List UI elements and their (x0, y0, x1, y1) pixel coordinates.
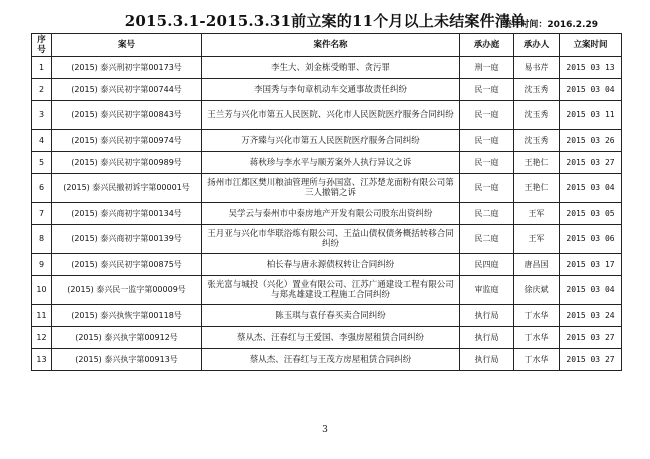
table-row (32, 79, 622, 101)
row-date: 2015 03 27 (560, 349, 622, 371)
row-court: 审监庭 (460, 276, 514, 305)
case-table (31, 33, 622, 371)
row-judge: 王艳仁 (514, 174, 560, 203)
row-judge: 王军 (514, 203, 560, 225)
row-case-name: 王月亚与兴化市华联浴炼有限公司、王益山债权债务概括转移合同纠纷 (202, 225, 460, 254)
row-case-no: (2015) 泰兴商初字第00134号 (52, 203, 202, 225)
row-case-no: (2015) 泰兴商初字第00139号 (52, 225, 202, 254)
row-seq: 7 (32, 203, 52, 225)
row-seq: 6 (32, 174, 52, 203)
row-judge: 王军 (514, 225, 560, 254)
row-seq: 4 (32, 130, 52, 152)
table-row (32, 276, 622, 305)
row-court: 民一庭 (460, 130, 514, 152)
table-row (32, 203, 622, 225)
row-judge: 沈玉秀 (514, 101, 560, 130)
row-court: 执行局 (460, 305, 514, 327)
row-case-no: (2015) 泰兴民撤初诉字第00001号 (52, 174, 202, 203)
row-date: 2015 03 04 (560, 276, 622, 305)
table-row (32, 349, 622, 371)
row-case-name: 吴学云与泰州市中泰房地产开发有限公司股东出资纠纷 (202, 203, 460, 225)
row-seq: 2 (32, 79, 52, 101)
row-case-no: (2015) 泰兴民初字第00875号 (52, 254, 202, 276)
table-row (32, 254, 622, 276)
table-row (32, 305, 622, 327)
row-date: 2015 03 04 (560, 79, 622, 101)
table-row (32, 327, 622, 349)
row-judge: 丁水华 (514, 327, 560, 349)
row-date: 2015 03 11 (560, 101, 622, 130)
row-date: 2015 03 13 (560, 57, 622, 79)
table-row (32, 174, 622, 203)
header-court: 承办庭 (460, 34, 514, 57)
row-case-name: 万齐臻与兴化市第五人民医院医疗服务合同纠纷 (202, 130, 460, 152)
row-court: 民四庭 (460, 254, 514, 276)
row-date: 2015 03 17 (560, 254, 622, 276)
row-court: 民一庭 (460, 152, 514, 174)
row-court: 执行局 (460, 327, 514, 349)
row-case-no: (2015) 泰兴执恢字第00118号 (52, 305, 202, 327)
row-case-no: (2015) 泰兴执字第00912号 (52, 327, 202, 349)
header-judge: 承办人 (514, 34, 560, 57)
row-date: 2015 03 26 (560, 130, 622, 152)
row-seq: 13 (32, 349, 52, 371)
row-date: 2015 03 06 (560, 225, 622, 254)
row-seq: 10 (32, 276, 52, 305)
row-court: 民一庭 (460, 174, 514, 203)
row-judge: 丁水华 (514, 349, 560, 371)
table-row (32, 101, 622, 130)
row-date: 2015 03 04 (560, 174, 622, 203)
table-row (32, 130, 622, 152)
header-case-no: 案号 (52, 34, 202, 57)
row-judge: 唐昌国 (514, 254, 560, 276)
row-case-no: (2015) 泰兴民初字第00843号 (52, 101, 202, 130)
row-case-name: 李国秀与李旬章机动车交通事故责任纠纷 (202, 79, 460, 101)
document-title: 2015.3.1-2015.3.31前立案的11个月以上未结案件清单 (124, 12, 526, 30)
row-date: 2015 03 27 (560, 327, 622, 349)
row-seq: 9 (32, 254, 52, 276)
row-case-name: 柏长春与唐永源债权转让合同纠纷 (202, 254, 460, 276)
row-judge: 丁水华 (514, 305, 560, 327)
header-case-name: 案件名称 (202, 34, 460, 57)
row-case-name: 王兰芳与兴化市第五人民医院、兴化市人民医院医疗服务合同纠纷 (202, 101, 460, 130)
header-row (32, 34, 622, 57)
row-case-no: (2015) 泰兴执字第00913号 (52, 349, 202, 371)
row-case-name: 张光富与城投（兴化）置业有限公司、江苏广通建设工程有限公司与郑兆雄建设工程施工合同纠纷 (202, 276, 460, 305)
table-row (32, 152, 622, 174)
row-case-name: 李生大、刘金栋受贿罪、贪污罪 (202, 57, 460, 79)
row-case-no: (2015) 泰兴民一监字第00009号 (52, 276, 202, 305)
row-seq: 12 (32, 327, 52, 349)
row-judge: 沈玉秀 (514, 79, 560, 101)
row-seq: 1 (32, 57, 52, 79)
row-case-no: (2015) 泰兴民初字第00974号 (52, 130, 202, 152)
row-court: 民一庭 (460, 101, 514, 130)
row-judge: 王艳仁 (514, 152, 560, 174)
row-case-no: (2015) 泰兴刑初字第00173号 (52, 57, 202, 79)
row-court: 民二庭 (460, 225, 514, 254)
row-judge: 沈玉秀 (514, 130, 560, 152)
row-court: 刑一庭 (460, 57, 514, 79)
row-judge: 徐庆斌 (514, 276, 560, 305)
row-date: 2015 03 05 (560, 203, 622, 225)
row-judge: 易书芹 (514, 57, 560, 79)
row-case-name: 蔡从杰、汪春红与王茂方房屋租赁合同纠纷 (202, 349, 460, 371)
row-date: 2015 03 27 (560, 152, 622, 174)
row-seq: 11 (32, 305, 52, 327)
header-seq: 序号 (32, 34, 52, 57)
row-seq: 5 (32, 152, 52, 174)
statistics-time: 统计时间：2016.2.29 (502, 20, 598, 30)
row-court: 民一庭 (460, 79, 514, 101)
page-number: 3 (322, 425, 328, 435)
row-case-no: (2015) 泰兴民初字第00989号 (52, 152, 202, 174)
row-seq: 3 (32, 101, 52, 130)
row-court: 民二庭 (460, 203, 514, 225)
row-date: 2015 03 24 (560, 305, 622, 327)
table-row (32, 225, 622, 254)
row-seq: 8 (32, 225, 52, 254)
row-case-name: 陈玉琪与袁仔春买卖合同纠纷 (202, 305, 460, 327)
row-case-no: (2015) 泰兴民初字第00744号 (52, 79, 202, 101)
row-court: 执行局 (460, 349, 514, 371)
row-case-name: 扬州市江都区樊川粮油管理所与孙国富、江苏楚龙面粉有限公司第三人撤销之诉 (202, 174, 460, 203)
row-case-name: 蔡从杰、汪春红与王爱国、李强房屋租赁合同纠纷 (202, 327, 460, 349)
table-row (32, 57, 622, 79)
row-case-name: 蒋秋珍与李水平与顺芳案外人执行异议之诉 (202, 152, 460, 174)
header-date: 立案时间 (560, 34, 622, 57)
